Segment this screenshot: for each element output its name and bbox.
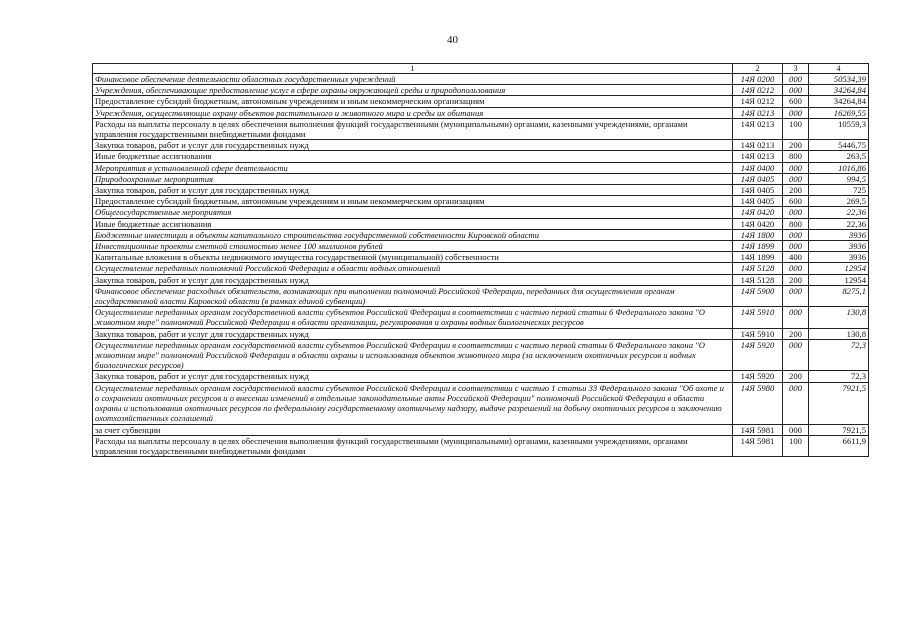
table-row [93, 162, 869, 173]
row-name-cell: Иные бюджетные ассигнования [93, 151, 733, 162]
row-name-cell: Расходы на выплаты персоналу в целях обеспечения выполнения функций государственными (муниципальными) органами, казенными учреждениями, органами управления государственными внебюджетными фондами [93, 435, 733, 456]
row-expense-type-cell: 000 [783, 263, 809, 274]
row-code-cell: 14Я 0212 [733, 85, 783, 96]
row-amount-cell: 725 [809, 185, 869, 196]
table-row [93, 96, 869, 107]
row-expense-type-cell: 000 [783, 382, 809, 424]
row-expense-type-cell: 200 [783, 140, 809, 151]
row-expense-type-cell: 000 [783, 241, 809, 252]
row-code-cell: 14Я 5981 [733, 424, 783, 435]
row-code-cell: 14Я 0213 [733, 140, 783, 151]
row-amount-cell: 34264,84 [809, 96, 869, 107]
row-expense-type-cell: 000 [783, 424, 809, 435]
row-amount-cell: 3936 [809, 252, 869, 263]
row-code-cell: 14Я 5910 [733, 328, 783, 339]
row-name-cell: Закупка товаров, работ и услуг для государственных нужд [93, 328, 733, 339]
row-expense-type-cell: 100 [783, 118, 809, 139]
row-code-cell: 14Я 5980 [733, 382, 783, 424]
table-row [93, 252, 869, 263]
row-expense-type-cell: 000 [783, 74, 809, 85]
row-name-cell: Учреждения, обеспечивающие предоставление услуг в сфере охраны окружающей среды и природопользования [93, 85, 733, 96]
row-expense-type-cell: 000 [783, 307, 809, 328]
table-row [93, 74, 869, 85]
table-row [93, 339, 869, 371]
row-name-cell: Закупка товаров, работ и услуг для государственных нужд [93, 274, 733, 285]
row-expense-type-cell: 000 [783, 339, 809, 371]
row-name-cell: Осуществление переданных органам государственной власти субъектов Российской Федерации в соответствии с частью первой статьи 6 Федерального закона "О животном мире" полномочий Российской Федерации в области охраны и использования объектов животного мира (за исключением охотничьих ресурсов и водных биологических ресурсов) [93, 339, 733, 371]
row-amount-cell: 3936 [809, 229, 869, 240]
table-row [93, 424, 869, 435]
row-expense-type-cell: 400 [783, 252, 809, 263]
row-name-cell: Учреждения, осуществляющие охрану объектов растительного и животного мира и среды их обитания [93, 107, 733, 118]
row-code-cell: 14Я 0400 [733, 162, 783, 173]
row-name-cell: Финансовое обеспечение деятельности областных государственных учреждений [93, 74, 733, 85]
row-amount-cell: 3936 [809, 241, 869, 252]
row-name-cell: Предоставление субсидий бюджетным, автономным учреждениям и иным некоммерческим организациям [93, 96, 733, 107]
row-name-cell: Общегосударственные мероприятия [93, 207, 733, 218]
row-amount-cell: 130,8 [809, 307, 869, 328]
row-name-cell: Природоохранные мероприятия [93, 173, 733, 184]
table-row [93, 229, 869, 240]
table-row [93, 118, 869, 139]
row-amount-cell: 7921,5 [809, 424, 869, 435]
row-amount-cell: 72,3 [809, 371, 869, 382]
row-amount-cell: 130,8 [809, 328, 869, 339]
row-code-cell: 14Я 0200 [733, 74, 783, 85]
row-amount-cell: 12954 [809, 274, 869, 285]
row-expense-type-cell: 000 [783, 207, 809, 218]
row-amount-cell: 1016,86 [809, 162, 869, 173]
row-code-cell: 14Я 5128 [733, 263, 783, 274]
row-amount-cell: 72,3 [809, 339, 869, 371]
row-name-cell: Бюджетные инвестиции в объекты капитального строительства государственной собственности Кировской области [93, 229, 733, 240]
row-code-cell: 14Я 5920 [733, 339, 783, 371]
table-row [93, 173, 869, 184]
row-name-cell: Инвестиционные проекты сметной стоимостью менее 100 миллионов рублей [93, 241, 733, 252]
row-code-cell: 14Я 0213 [733, 118, 783, 139]
row-amount-cell: 7921,5 [809, 382, 869, 424]
table-row [93, 151, 869, 162]
page-number: 40 [447, 34, 458, 46]
row-code-cell: 14Я 0213 [733, 151, 783, 162]
row-expense-type-cell: 600 [783, 96, 809, 107]
table-row [93, 107, 869, 118]
row-code-cell: 14Я 0420 [733, 207, 783, 218]
row-code-cell: 14Я 0405 [733, 196, 783, 207]
table-row [93, 382, 869, 424]
table-row [93, 140, 869, 151]
table-row [93, 285, 869, 306]
table-row [93, 207, 869, 218]
row-expense-type-cell: 200 [783, 185, 809, 196]
table-row [93, 185, 869, 196]
table-row [93, 85, 869, 96]
row-code-cell: 14Я 5910 [733, 307, 783, 328]
row-name-cell: Осуществление переданных органам государственной власти субъектов Российской Федерации в соответствии с частью 1 статьи 33 Федерального закона "Об охоте и о сохранении охотничьих ресурсов и о внесении изменений в отдельные законодательные акты Российской Федерации" полномочий Российской Федерации в области охраны и использования охотничьих ресурсов по федеральному государственному охотничьему надзору, выдаче разрешений на добычу охотничьих ресурсов и заключению охотхозяйственных соглашений [93, 382, 733, 424]
row-name-cell: Мероприятия в установленной сфере деятельности [93, 162, 733, 173]
row-amount-cell: 50534,39 [809, 74, 869, 85]
table-row [93, 196, 869, 207]
row-expense-type-cell: 000 [783, 107, 809, 118]
row-expense-type-cell: 000 [783, 229, 809, 240]
row-name-cell: Осуществление переданных полномочий Российской Федерации в области водных отношений [93, 263, 733, 274]
row-name-cell: Иные бюджетные ассигнования [93, 218, 733, 229]
row-expense-type-cell: 000 [783, 85, 809, 96]
row-code-cell: 14Я 5900 [733, 285, 783, 306]
header-col-2: 2 [733, 64, 783, 74]
row-expense-type-cell: 200 [783, 274, 809, 285]
row-amount-cell: 16269,55 [809, 107, 869, 118]
table-row [93, 263, 869, 274]
row-name-cell: Капитальные вложения в объекты недвижимого имущества государственной (муниципальной) собственности [93, 252, 733, 263]
row-name-cell: Закупка товаров, работ и услуг для государственных нужд [93, 185, 733, 196]
row-code-cell: 14Я 1899 [733, 241, 783, 252]
table-row [93, 371, 869, 382]
row-code-cell: 14Я 5981 [733, 435, 783, 456]
header-col-1: 1 [93, 64, 733, 74]
budget-table [92, 63, 869, 457]
row-amount-cell: 22,36 [809, 218, 869, 229]
row-code-cell: 14Я 0405 [733, 185, 783, 196]
row-amount-cell: 8275,1 [809, 285, 869, 306]
table-row [93, 307, 869, 328]
row-amount-cell: 269,5 [809, 196, 869, 207]
row-amount-cell: 994,5 [809, 173, 869, 184]
row-expense-type-cell: 800 [783, 218, 809, 229]
table-row [93, 435, 869, 456]
row-amount-cell: 22,36 [809, 207, 869, 218]
table-row [93, 274, 869, 285]
row-expense-type-cell: 800 [783, 151, 809, 162]
table-row [93, 218, 869, 229]
row-name-cell: Расходы на выплаты персоналу в целях обеспечения выполнения функций государственными (муниципальными) органами, казенными учреждениями, органами управления государственными внебюджетными фондами [93, 118, 733, 139]
row-code-cell: 14Я 5920 [733, 371, 783, 382]
row-name-cell: Закупка товаров, работ и услуг для государственных нужд [93, 140, 733, 151]
row-code-cell: 14Я 1800 [733, 229, 783, 240]
row-name-cell: Предоставление субсидий бюджетным, автономным учреждениям и иным некоммерческим организациям [93, 196, 733, 207]
row-amount-cell: 10559,3 [809, 118, 869, 139]
row-expense-type-cell: 000 [783, 173, 809, 184]
row-amount-cell: 12954 [809, 263, 869, 274]
row-amount-cell: 263,5 [809, 151, 869, 162]
row-code-cell: 14Я 0405 [733, 173, 783, 184]
header-col-4: 4 [809, 64, 869, 74]
row-name-cell: Осуществление переданных органам государственной власти субъектов Российской Федерации в соответствии с частью первой статьи 6 Федерального закона "О животном мире" полномочий Российской Федерации в области организации, регулирования и охраны водных биологических ресурсов [93, 307, 733, 328]
row-expense-type-cell: 000 [783, 162, 809, 173]
table-header-row [93, 64, 869, 74]
row-name-cell: за счет субвенции [93, 424, 733, 435]
table-row [93, 328, 869, 339]
row-code-cell: 14Я 1899 [733, 252, 783, 263]
row-code-cell: 14Я 0213 [733, 107, 783, 118]
table-row [93, 241, 869, 252]
row-amount-cell: 34264,84 [809, 85, 869, 96]
row-expense-type-cell: 100 [783, 435, 809, 456]
row-name-cell: Закупка товаров, работ и услуг для государственных нужд [93, 371, 733, 382]
row-code-cell: 14Я 5128 [733, 274, 783, 285]
row-code-cell: 14Я 0420 [733, 218, 783, 229]
row-amount-cell: 6611,9 [809, 435, 869, 456]
row-code-cell: 14Я 0212 [733, 96, 783, 107]
row-expense-type-cell: 000 [783, 285, 809, 306]
row-expense-type-cell: 600 [783, 196, 809, 207]
row-expense-type-cell: 200 [783, 371, 809, 382]
row-amount-cell: 5446,75 [809, 140, 869, 151]
header-col-3: 3 [783, 64, 809, 74]
row-expense-type-cell: 200 [783, 328, 809, 339]
row-name-cell: Финансовое обеспечение расходных обязательств, возникающих при выполнении полномочий Российской Федерации, переданных для осуществления органам государственной власти Кировской области (в рамках единой субвенции) [93, 285, 733, 306]
